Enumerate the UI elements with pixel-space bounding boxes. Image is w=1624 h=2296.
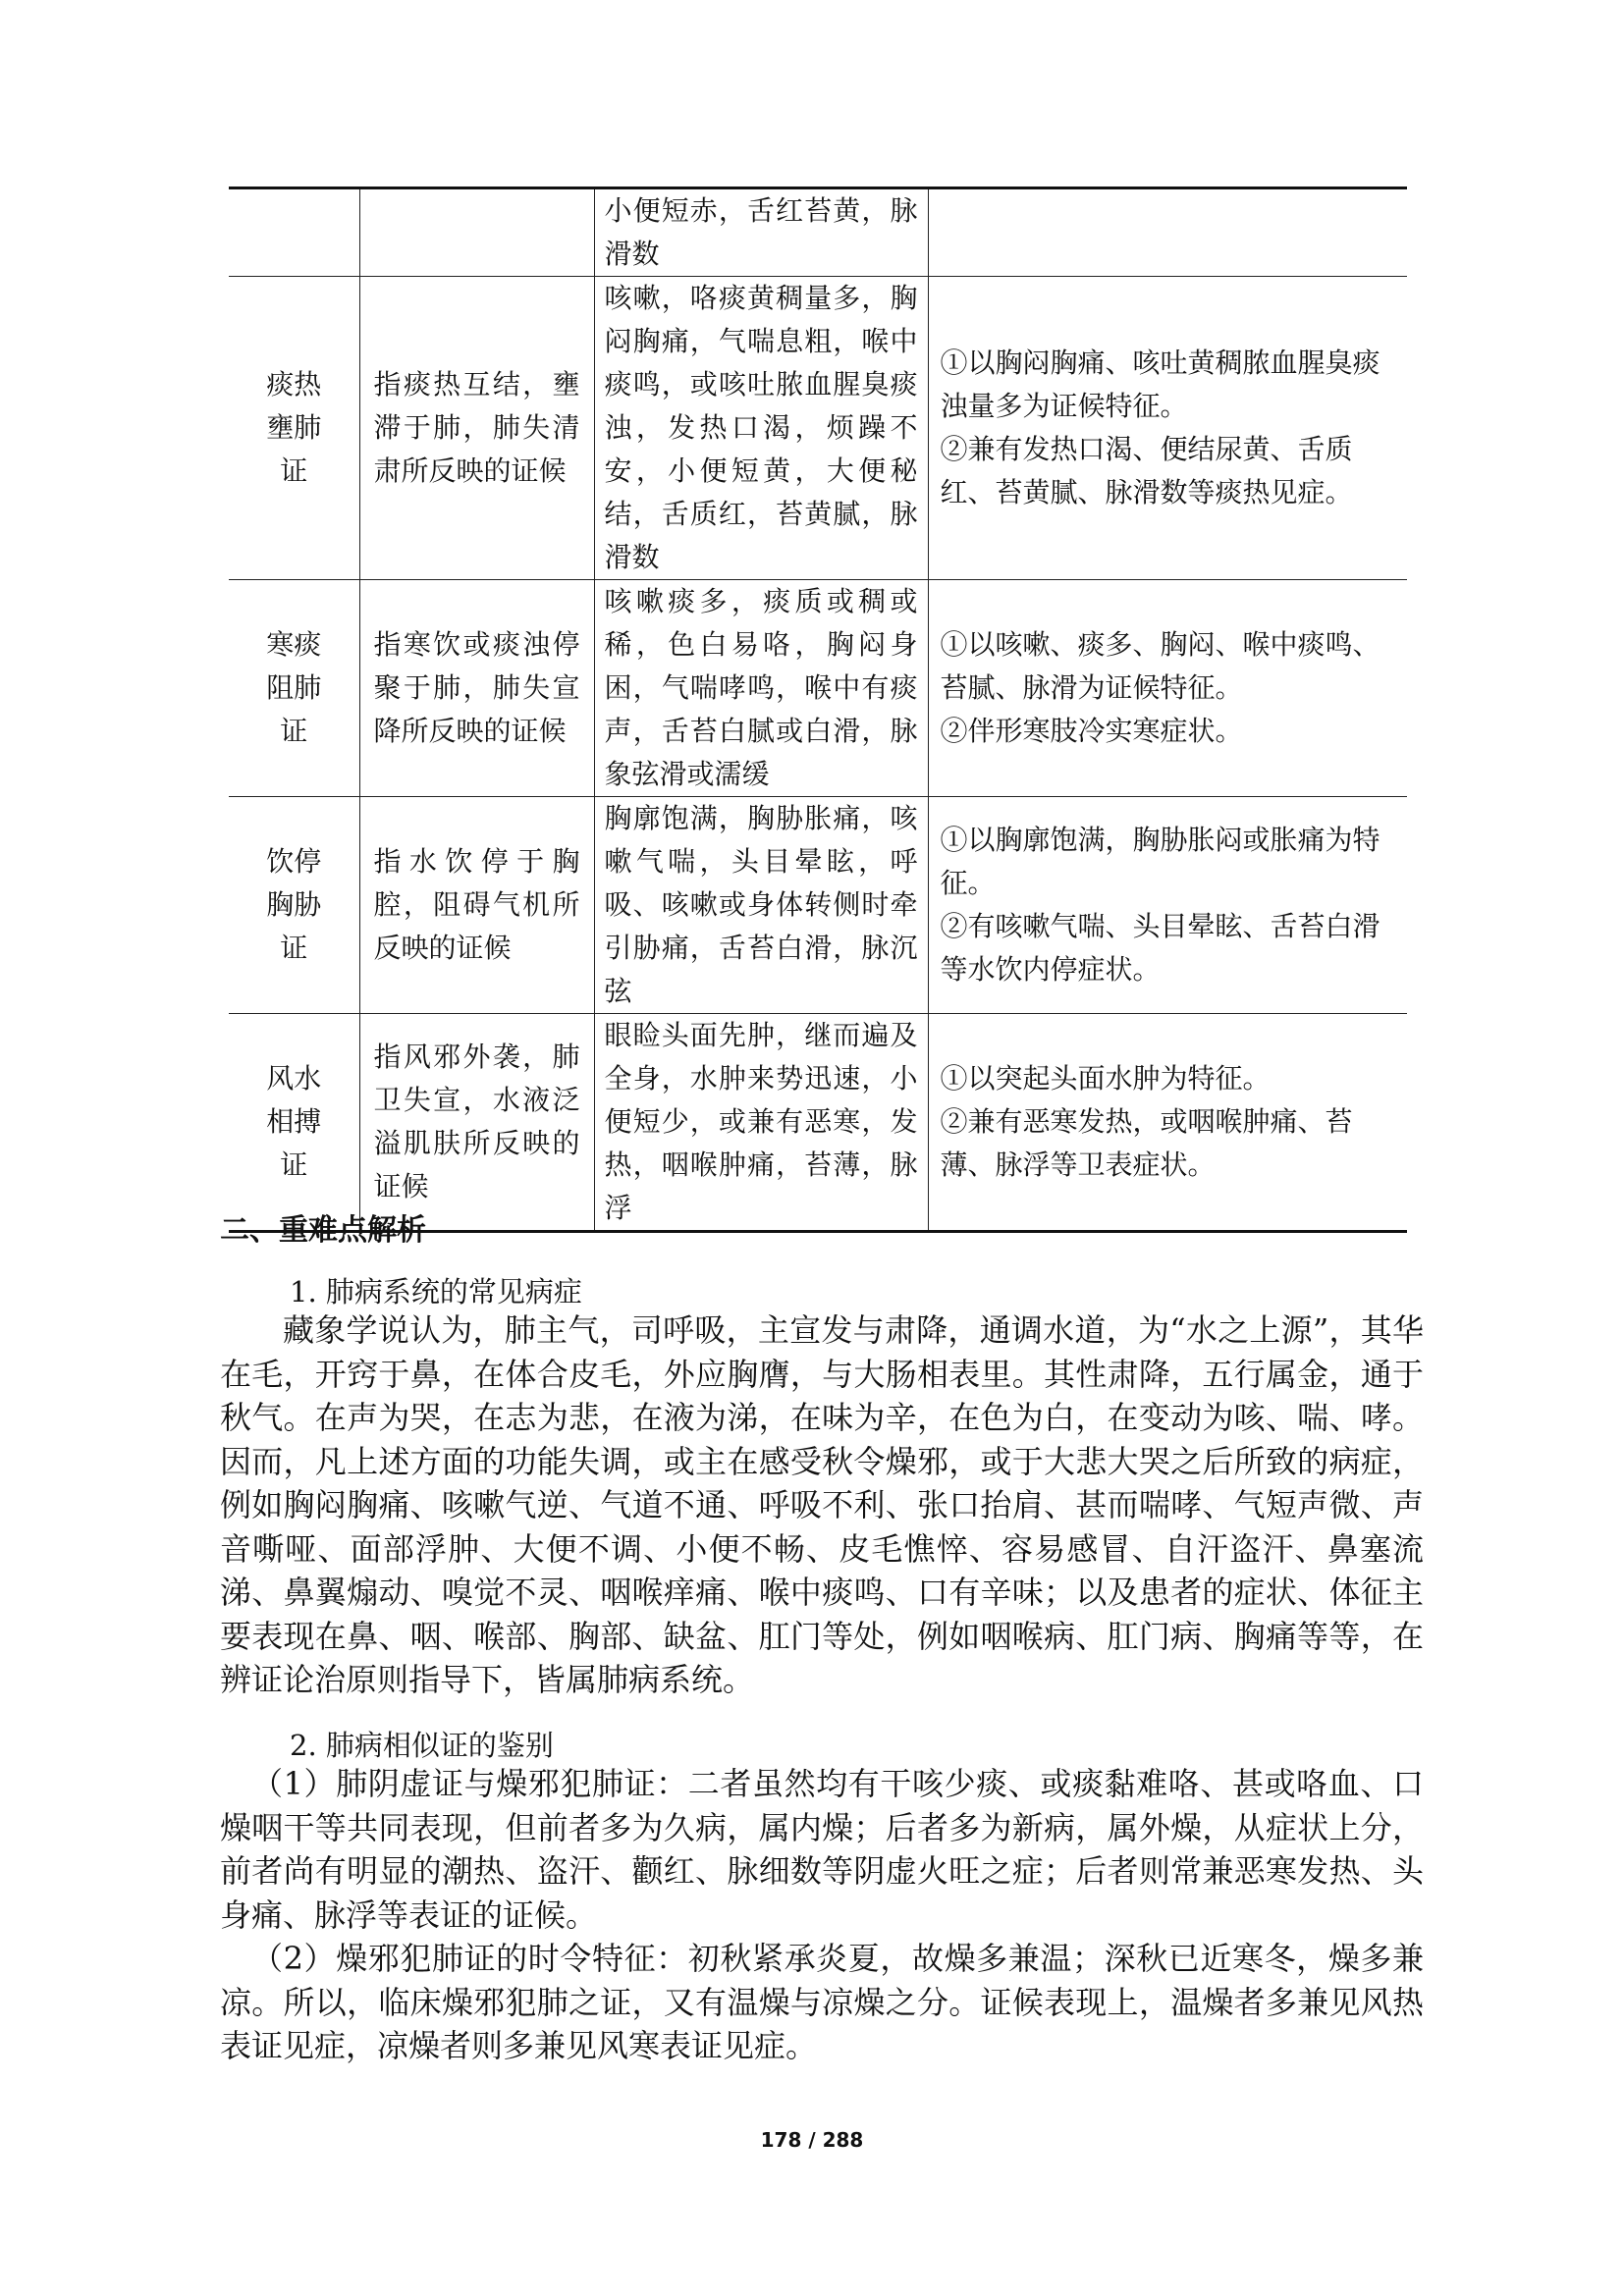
syndrome-symptoms: 小便短赤，舌红苔黄，脉滑数 xyxy=(594,188,928,277)
paragraph: （2）燥邪犯肺证的时令特征：初秋紧承炎夏，故燥多兼温；深秋已近寒冬，燥多兼凉。所以，临床燥邪犯肺之证，又有温燥与凉燥之分。证候表现上，温燥者多兼见风热表证见症，凉燥者则多兼见风寒表证见症。 xyxy=(220,1940,1424,2064)
subsection-title: 1. 肺病系统的常见病症 xyxy=(290,1275,582,1308)
syndrome-key-points: ①以咳嗽、痰多、胸闷、喉中痰鸣、苔腻、脉滑为证候特征。 ②伴形寒肢冷实寒症状。 xyxy=(928,580,1407,797)
syndrome-symptoms: 咳嗽痰多，痰质或稠或稀，色白易咯，胸闷身困，气喘哮鸣，喉中有痰声，舌苔白腻或白滑，脉象弦滑或濡缓 xyxy=(594,580,928,797)
syndrome-symptoms: 眼睑头面先肿，继而遍及全身，水肿来势迅速，小便短少，或兼有恶寒，发热，咽喉肿痛，苔薄，脉浮 xyxy=(594,1014,928,1232)
syndrome-key-points: ①以胸闷胸痛、咳吐黄稠脓血腥臭痰浊量多为证候特征。 ②兼有发热口渴、便结尿黄、舌质红、苔黄腻、脉滑数等痰热见症。 xyxy=(928,277,1407,580)
paragraph: 藏象学说认为，肺主气，司呼吸，主宣发与肃降，通调水道，为“水之上源”，其华在毛，开窍于鼻，在体合皮毛，外应胸膺，与大肠相表里。其性肃降，五行属金，通于秋气。在声为哭，在志为悲，在液为涕，在味为辛，在色为白，在变动为咳、喘、哮。因而，凡上述方面的功能失调，或主在感受秋令燥邪，或于大悲大哭之后所致的病症，例如胸闷胸痛、咳嗽气逆、气道不通、呼吸不利、张口抬肩、甚而喘哮、气短声微、声音嘶哑、面部浮肿、大便不调、小便不畅、皮毛憔悴、容易感冒、自汗盗汗、鼻塞流涕、鼻翼煽动、嗅觉不灵、咽喉痒痛、喉中痰鸣、口有辛味；以及患者的症状、体征主要表现在鼻、咽、喉部、胸部、缺盆、肛门等处，例如咽喉病、肛门病、胸痛等等，在辨证论治原则指导下，皆属肺病系统。 xyxy=(220,1311,1424,1698)
table-row xyxy=(229,580,1407,797)
syndrome-key-points xyxy=(928,188,1407,277)
syndrome-symptoms: 胸廓饱满，胸胁胀痛，咳嗽气喘，头目晕眩，呼吸、咳嗽或身体转侧时牵引胁痛，舌苔白滑，脉沉弦 xyxy=(594,797,928,1014)
section-heading: 二、重难点解析 xyxy=(220,1213,426,1248)
table-row xyxy=(229,1014,1407,1232)
syndrome-name-text: 寒痰阻肺证 xyxy=(266,628,322,747)
table-row xyxy=(229,277,1407,580)
syndrome-name xyxy=(229,797,359,1014)
syndrome-name-text: 饮停胸胁证 xyxy=(266,845,322,964)
syndrome-definition: 指风邪外袭，肺卫失宣，水液泛溢肌肤所反映的证候 xyxy=(359,1014,594,1232)
subsection-title: 2. 肺病相似证的鉴别 xyxy=(290,1729,554,1762)
syndrome-definition: 指寒饮或痰浊停聚于肺，肺失宣降所反映的证候 xyxy=(359,580,594,797)
table-row xyxy=(229,797,1407,1014)
syndrome-definition xyxy=(359,188,594,277)
paragraph: （1）肺阴虚证与燥邪犯肺证：二者虽然均有干咳少痰、或痰黏难咯、甚或咯血、口燥咽干等共同表现，但前者多为久病，属内燥；后者多为新病，属外燥，从症状上分，前者尚有明显的潮热、盗汗、颧红、脉细数等阴虚火旺之症；后者则常兼恶寒发热、头身痛、脉浮等表证的证候。 xyxy=(220,1765,1424,1934)
syndrome-name xyxy=(229,1014,359,1232)
syndrome-key-points: ①以突起头面水肿为特征。 ②兼有恶寒发热，或咽喉肿痛、苔薄、脉浮等卫表症状。 xyxy=(928,1014,1407,1232)
syndrome-key-points: ①以胸廓饱满，胸胁胀闷或胀痛为特征。 ②有咳嗽气喘、头目晕眩、舌苔白滑等水饮内停症状。 xyxy=(928,797,1407,1014)
syndrome-name-text: 风水相搏证 xyxy=(266,1062,322,1181)
syndrome-name-text: 痰热壅肺证 xyxy=(266,368,322,487)
syndrome-definition: 指水饮停于胸腔，阻碍气机所反映的证候 xyxy=(359,797,594,1014)
syndrome-name xyxy=(229,580,359,797)
page-number: 178 / 288 xyxy=(760,2128,864,2152)
syndrome-definition: 指痰热互结，壅滞于肺，肺失清肃所反映的证候 xyxy=(359,277,594,580)
syndrome-symptoms: 咳嗽，咯痰黄稠量多，胸闷胸痛，气喘息粗，喉中痰鸣，或咳吐脓血腥臭痰浊，发热口渴，烦躁不安，小便短黄，大便秘结，舌质红，苔黄腻，脉滑数 xyxy=(594,277,928,580)
syndrome-table xyxy=(229,187,1407,1233)
syndrome-name xyxy=(229,277,359,580)
table-row xyxy=(229,188,1407,277)
syndrome-name xyxy=(229,188,359,277)
